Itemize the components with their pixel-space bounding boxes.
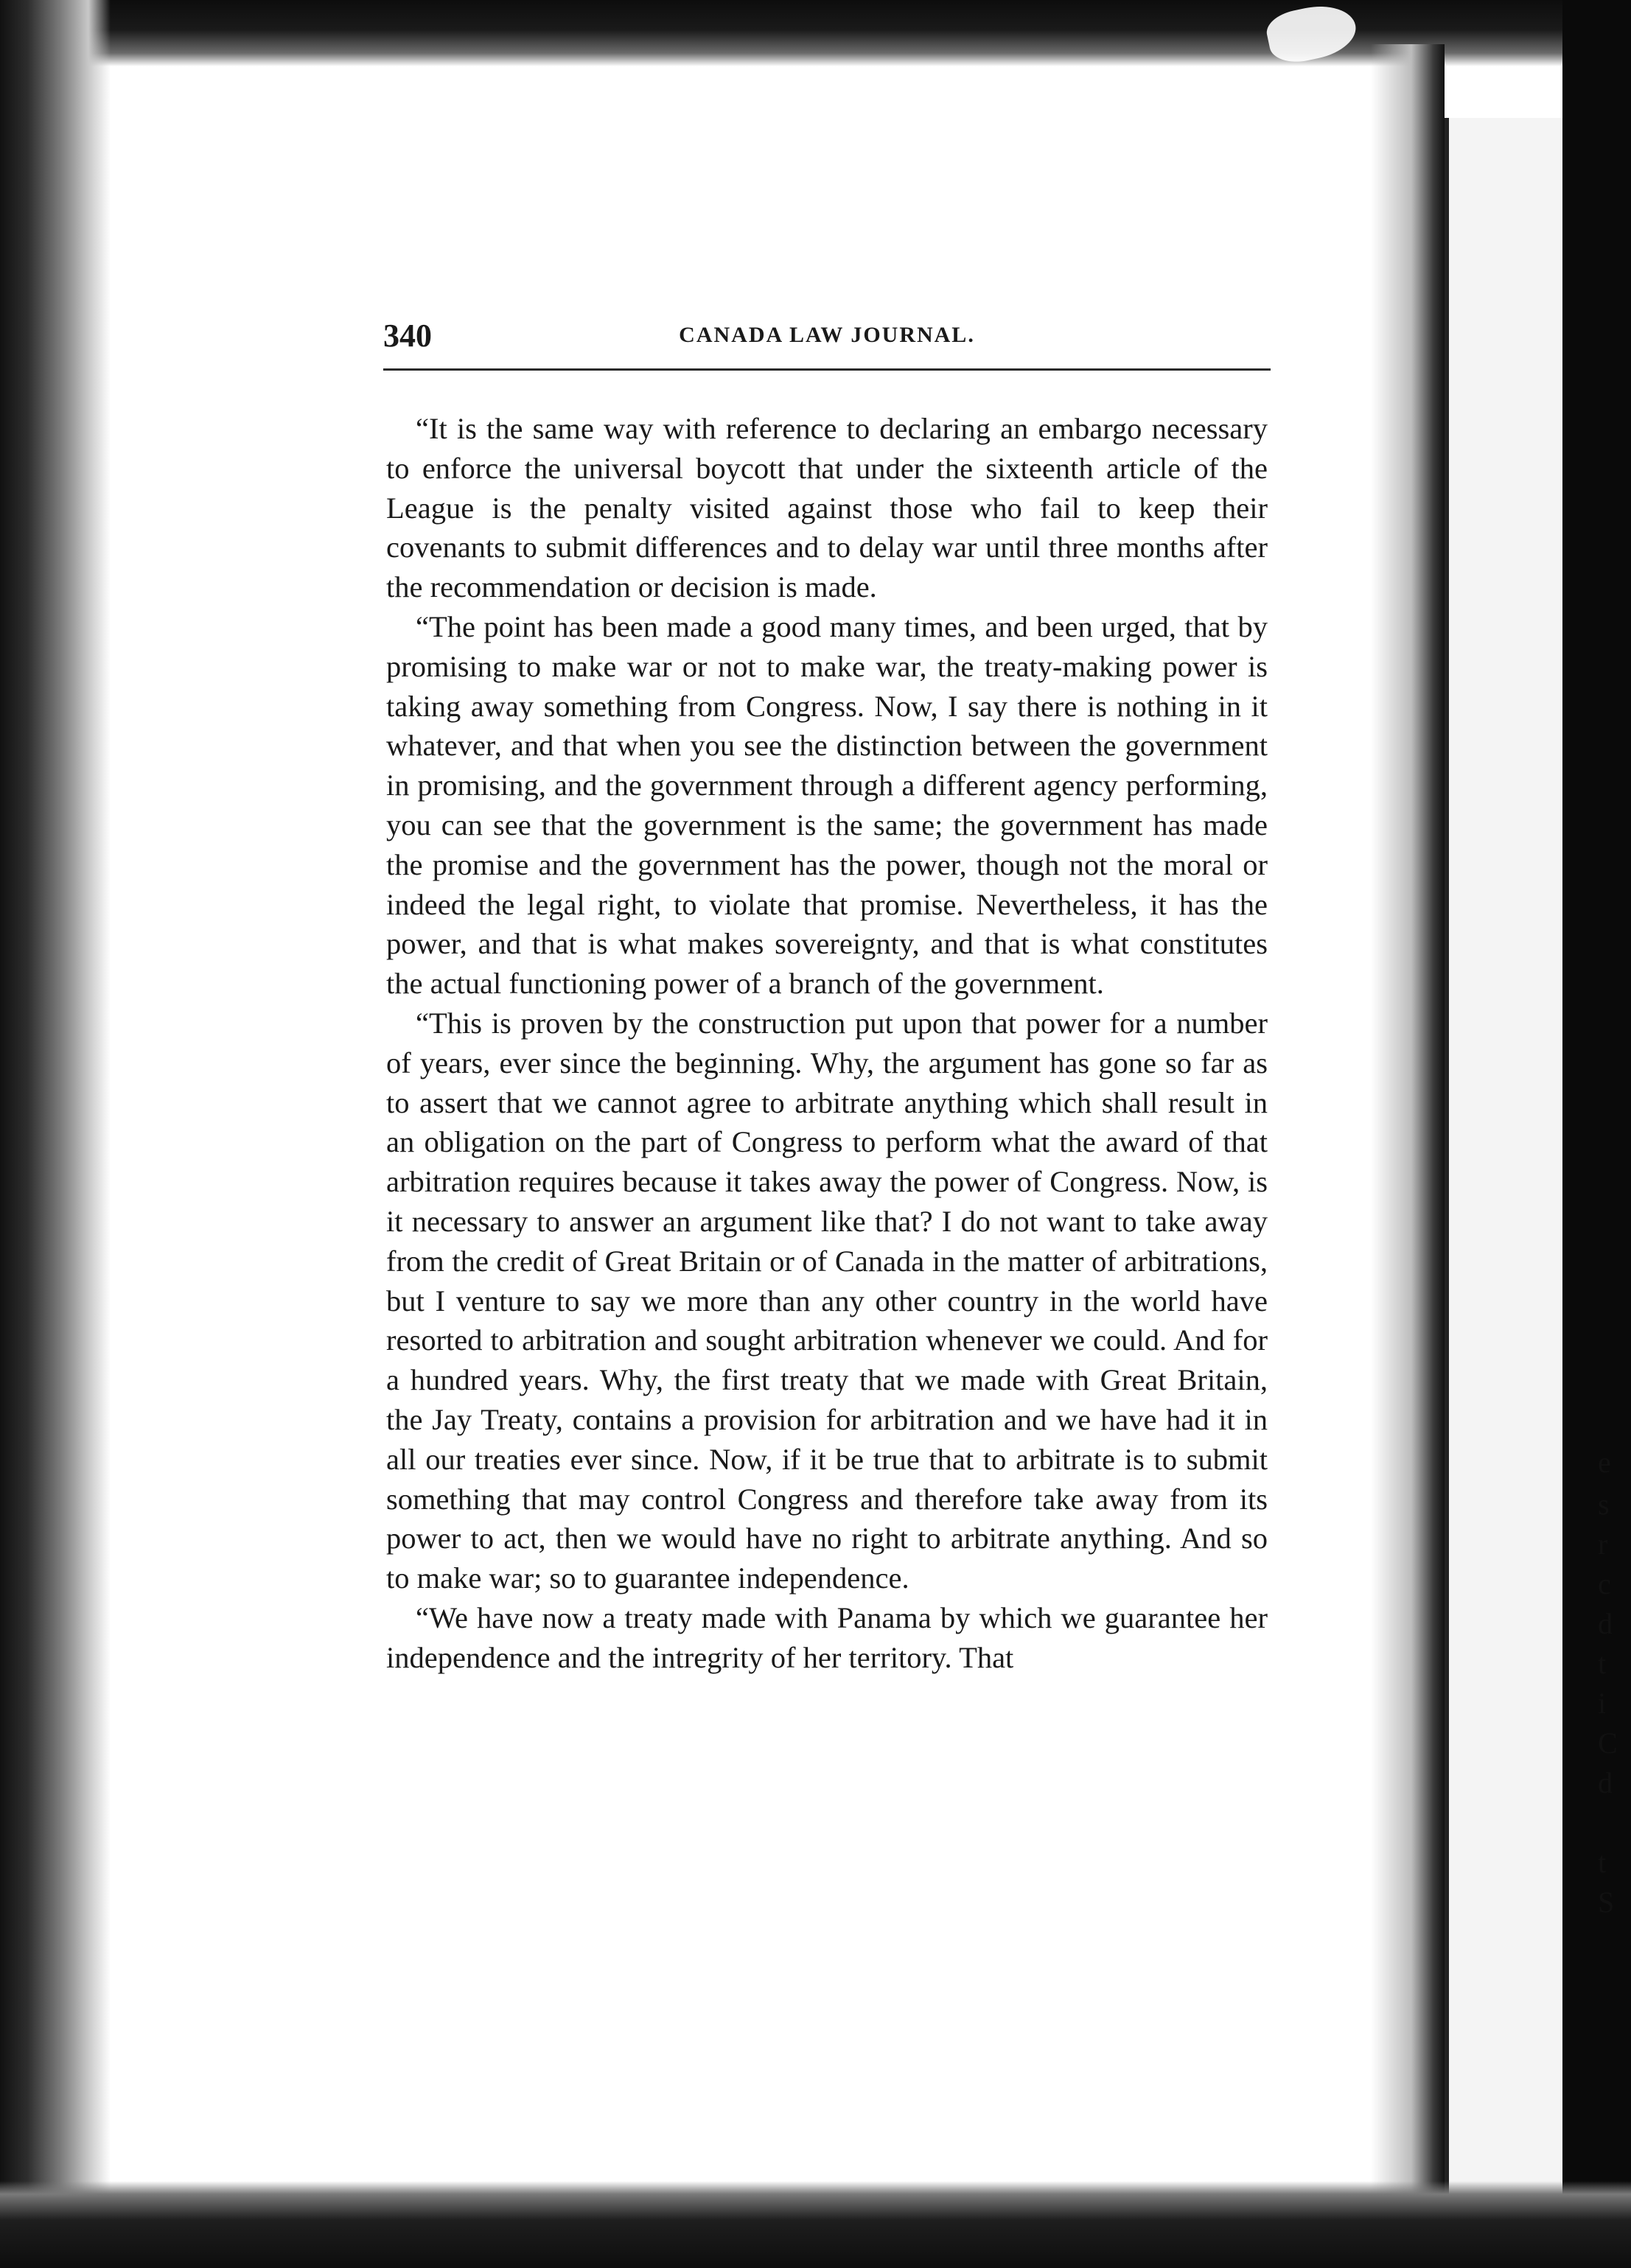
paragraph: “It is the same way with reference to declaring an embargo necessary to enforce the universal boycott that under the sixteenth article of the League is the penalty visited against those who fail to keep their covenants to submit differences and to delay war until three months after the recommendation or decision is made.	[386, 412, 1268, 604]
running-title: CANADA LAW JOURNAL.	[679, 323, 975, 347]
scan-edge-bottom	[0, 2181, 1631, 2268]
margin-char: d	[1598, 1607, 1613, 1640]
margin-char: c	[1598, 1567, 1611, 1600]
margin-char: i	[1598, 1687, 1607, 1720]
paragraph: “This is proven by the construction put upon that power for a number of years, ever since the beginning. Why, the argument has gone so far as to assert that we cannot agree to arbitrate anything which shall result in an obligation on the part of Congress to perform what the award of that arbitration requires because it takes away the power of Congress. Now, is it necessary to answer an argument like that? I do not want to take away from the credit of Great Britain or of Canada in the matter of arbitrations, but I venture to say we more than any other country in the world have resorted to arbitration and sought arbitration whenever we could. And for a hundred years. Why, the first treaty that we made with Great Britain, the Jay Treaty, contains a provision for arbitration and we have had it in all our treaties ever since. Now, if it be true that to arbitrate is to submit something that may control Congress and therefore take away from its power to act, then we would have no right to arbitrate anything. And so to make war; so to guarantee independence.	[386, 1006, 1268, 1595]
paragraph: “The point has been made a good many times, and been urged, that by promising to make war or not to make war, the treaty-making power is taking away something from Congress. Now, I say there is nothing in it whatever, and that when you see the distinction between the government in promising, and the government through a different agency performing, you can see that the government is the same; the government has made the promise and the government has the power, though not the moral or indeed the legal right, to violate that promise. Nevertheless, it has the power, and that is what makes sovereignty, and that is what constitutes the actual functioning power of a branch of the government.	[386, 609, 1268, 1001]
margin-char: s	[1598, 1488, 1610, 1521]
page-header	[383, 317, 1271, 361]
header-rule	[383, 368, 1271, 371]
article-body	[386, 409, 1268, 1678]
margin-char: d	[1598, 1766, 1613, 1799]
margin-char: C	[1598, 1726, 1618, 1760]
scan-edge-right-shadow	[1371, 44, 1445, 2196]
margin-char: S	[1598, 1886, 1615, 1919]
paragraph: “We have now a treaty made with Panama by which we guarantee her independence and the intregrity of her territory. That	[386, 1600, 1268, 1674]
scan-edge-left	[0, 0, 111, 2268]
scan-edge-right	[1562, 0, 1631, 2268]
adjacent-page-strip	[1445, 118, 1567, 2196]
margin-char: t	[1598, 1647, 1607, 1680]
margin-char: r	[1598, 1527, 1608, 1561]
page-number: 340	[383, 318, 432, 354]
margin-char: e	[1598, 1446, 1611, 1479]
margin-char: t	[1598, 1846, 1607, 1879]
